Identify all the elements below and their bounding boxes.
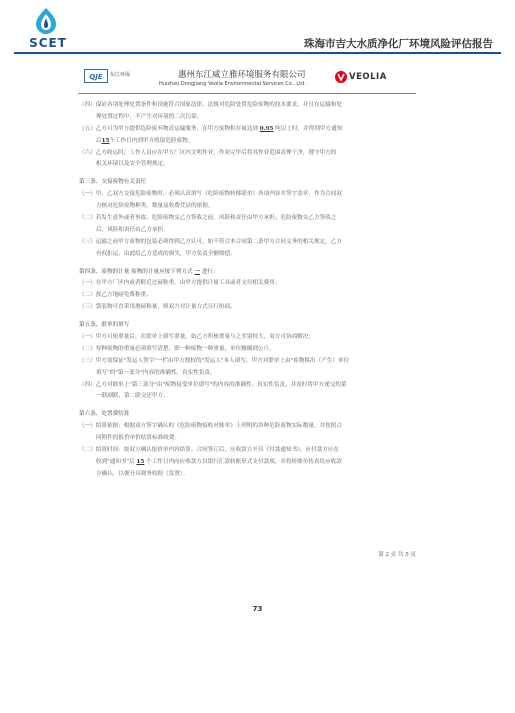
clause-line [76,457,418,469]
clause-text: 第三条、交接废物有关责任 [79,179,147,186]
clause-line [76,302,418,314]
contract-body [76,100,418,481]
clause-text: （六）乙方收运时，工作人员应在甲方厂区内文明作业，作业完毕后将其作业范围清理干净，遵守甲方的 [79,149,337,156]
clause-text: 第六条、处置费结算 [79,411,130,418]
clause-line [76,356,418,368]
clause-line [76,159,418,171]
clause-text-before: （二）结算时间：按双方确认报价单内容结算。合同签订后，应收款方开具《付款通知书》，应付款方应在 [79,447,340,454]
clause-line [76,112,418,124]
clause-line [76,344,418,356]
section-heading [76,267,418,279]
clause-text: （一）甲、乙双方交接危险废物时，必须认真填写《危险废物转移联单》各项内容并签字盖章，作为合同双 [79,191,342,198]
clause-line [76,136,418,148]
clause-text: 一联副联、第二联交还甲方。 [96,393,169,400]
section-heading [76,177,418,189]
clause-text: （四）乙方对联单上"第三部分"由"废物接受单位填写"的内容的准确性、真实性负责，并及时将甲方递交的第 [79,381,347,388]
clause-line [76,332,418,344]
contract-letterhead [68,60,426,96]
scanned-contract-page [68,60,426,566]
clause-line [76,290,418,302]
clause-text: （二）按乙方地磅免费称重； [79,292,152,299]
section-heading [76,409,418,421]
clause-line [76,201,418,213]
clause-line [76,237,418,249]
clause-line [76,391,418,403]
clause-line [76,124,418,136]
veolia-logo-text: VEOLIA [349,72,387,82]
clause-text-after: 个工作日内到甲方收取危险废物。 [109,137,194,144]
clause-line [76,100,418,112]
clause-text-before: 第四条、废物的计量 废物的计量应按下列方式 [79,268,195,275]
clause-text: （一）结算依据：根据双方签字确认的《危险废物接收对账单》上列明的各种危险废物实际数量，并按照合 [79,423,342,430]
filled-blank-value: 0.95 [259,125,274,132]
clause-line [76,225,418,237]
veolia-emblem-icon [334,70,348,84]
filled-blank-value: 一 [194,268,201,275]
clause-line [76,213,418,225]
clause-text: 方核对危险废物种类、数量及收费凭证的依据。 [96,203,214,210]
clause-line [76,421,418,433]
filled-blank-value: 15 [101,137,110,144]
dongjiang-logo-label: 东江环保 [110,72,131,78]
clause-line [76,278,418,290]
clause-text-before: 收到"通知书"后 [96,458,137,465]
company-name-cn: 惠州东江威立雅环境服务有限公司 [178,70,306,80]
clause-text: 方确认，以便开具财务收据（发票）。 [96,470,189,477]
clause-text-after: 吨以上时，并得到甲方通知 [273,125,343,132]
page-number: 73 [252,605,263,613]
clause-text-after: 个工作日内向应收款方以银行汇款转账形式支付款项，并将转账单传真给应收款 [144,458,342,465]
company-name-en: Huizhou Dongjiang Veolia Environmental Services Co., Ltd. [159,81,306,87]
clause-line [76,368,418,380]
scet-emblem-icon [30,6,62,36]
filled-blank-value: 15 [136,458,145,465]
clause-text: 填写"的"第一部分"内容的准确性、真实性负责。 [96,369,216,376]
report-header [0,0,515,58]
contract-page-label: 第 2 页 共 5 页 [378,552,416,558]
header-divider [14,52,501,54]
clause-line [76,433,418,445]
clause-line [76,148,418,160]
clause-line [76,189,418,201]
clause-text: （三）甲方需保证"发运人签字"一栏由甲方授权的"发运人"本人填写，甲方对联单上由"废物移出（产生）单位 [79,357,350,364]
clause-text: （二）若发生意外或者事故，危险废物交乙方签收之前，风险和责任由甲方承担；危险废物交乙方签收之 [79,215,337,222]
clause-text: （三）运输之前甲方废物的包装必须得到乙方认可，如不符合本合同第二条甲方合同义务的相关规定，乙方 [79,238,342,245]
clause-line [76,249,418,261]
clause-line [76,469,418,481]
clause-text: （三）袋装物可直采用地磅称量，则双方对计量方式另行协商。 [79,304,236,311]
letterhead-divider [78,93,416,94]
clause-text: 同附件的报价单价结算标准收费。 [96,435,180,442]
clause-line [76,380,418,392]
clause-text-before: 后 [96,137,102,144]
clause-text: （二）每种废物的重量必须填写清楚，即一种废物一种重量，单位精确到公斤。 [79,345,275,352]
clause-text: 有权拒运，由此给乙方造成的损失，甲方负责全额赔偿。 [96,250,236,257]
dongjiang-logo [84,69,136,83]
scet-logo [12,6,82,54]
clause-text: （四）保证各项处理处置条件和设施符合国家法律、法规对危险处置危险废物的技术要求，并且在运输和处 [79,102,342,108]
section-heading [76,320,418,332]
clause-text: 后，风险和责任由乙方承担。 [96,226,169,233]
veolia-logo [334,70,398,84]
clause-text: 相关环境以及安全管理规定。 [96,161,169,168]
clause-text: （一）甲方可依重量后，在联单上填写重量，如乙方所核重量与之差别较大，双方可协商解决； [79,334,314,341]
report-title: 珠海市吉大水质净化厂环境风险评估报告 [304,38,493,50]
clause-text: （一）在甲方厂区内或者附近过磅称重，由甲方提供计量工具或者支付相关费用； [79,280,281,287]
clause-text: 理处置过程中，不产生对环境的二次污染。 [96,113,203,120]
scet-logo-text: SCET [29,36,67,50]
clause-text-before: （五）乙方可为甲方提供危险废弃物清运输服务，在甲方废物积存量达到 [79,125,260,132]
dongjiang-logo-mark: QJE [84,69,108,83]
clause-line [76,445,418,457]
clause-text: 第五条、联单的填写 [79,322,130,329]
clause-text-after: 进行： [200,268,219,275]
